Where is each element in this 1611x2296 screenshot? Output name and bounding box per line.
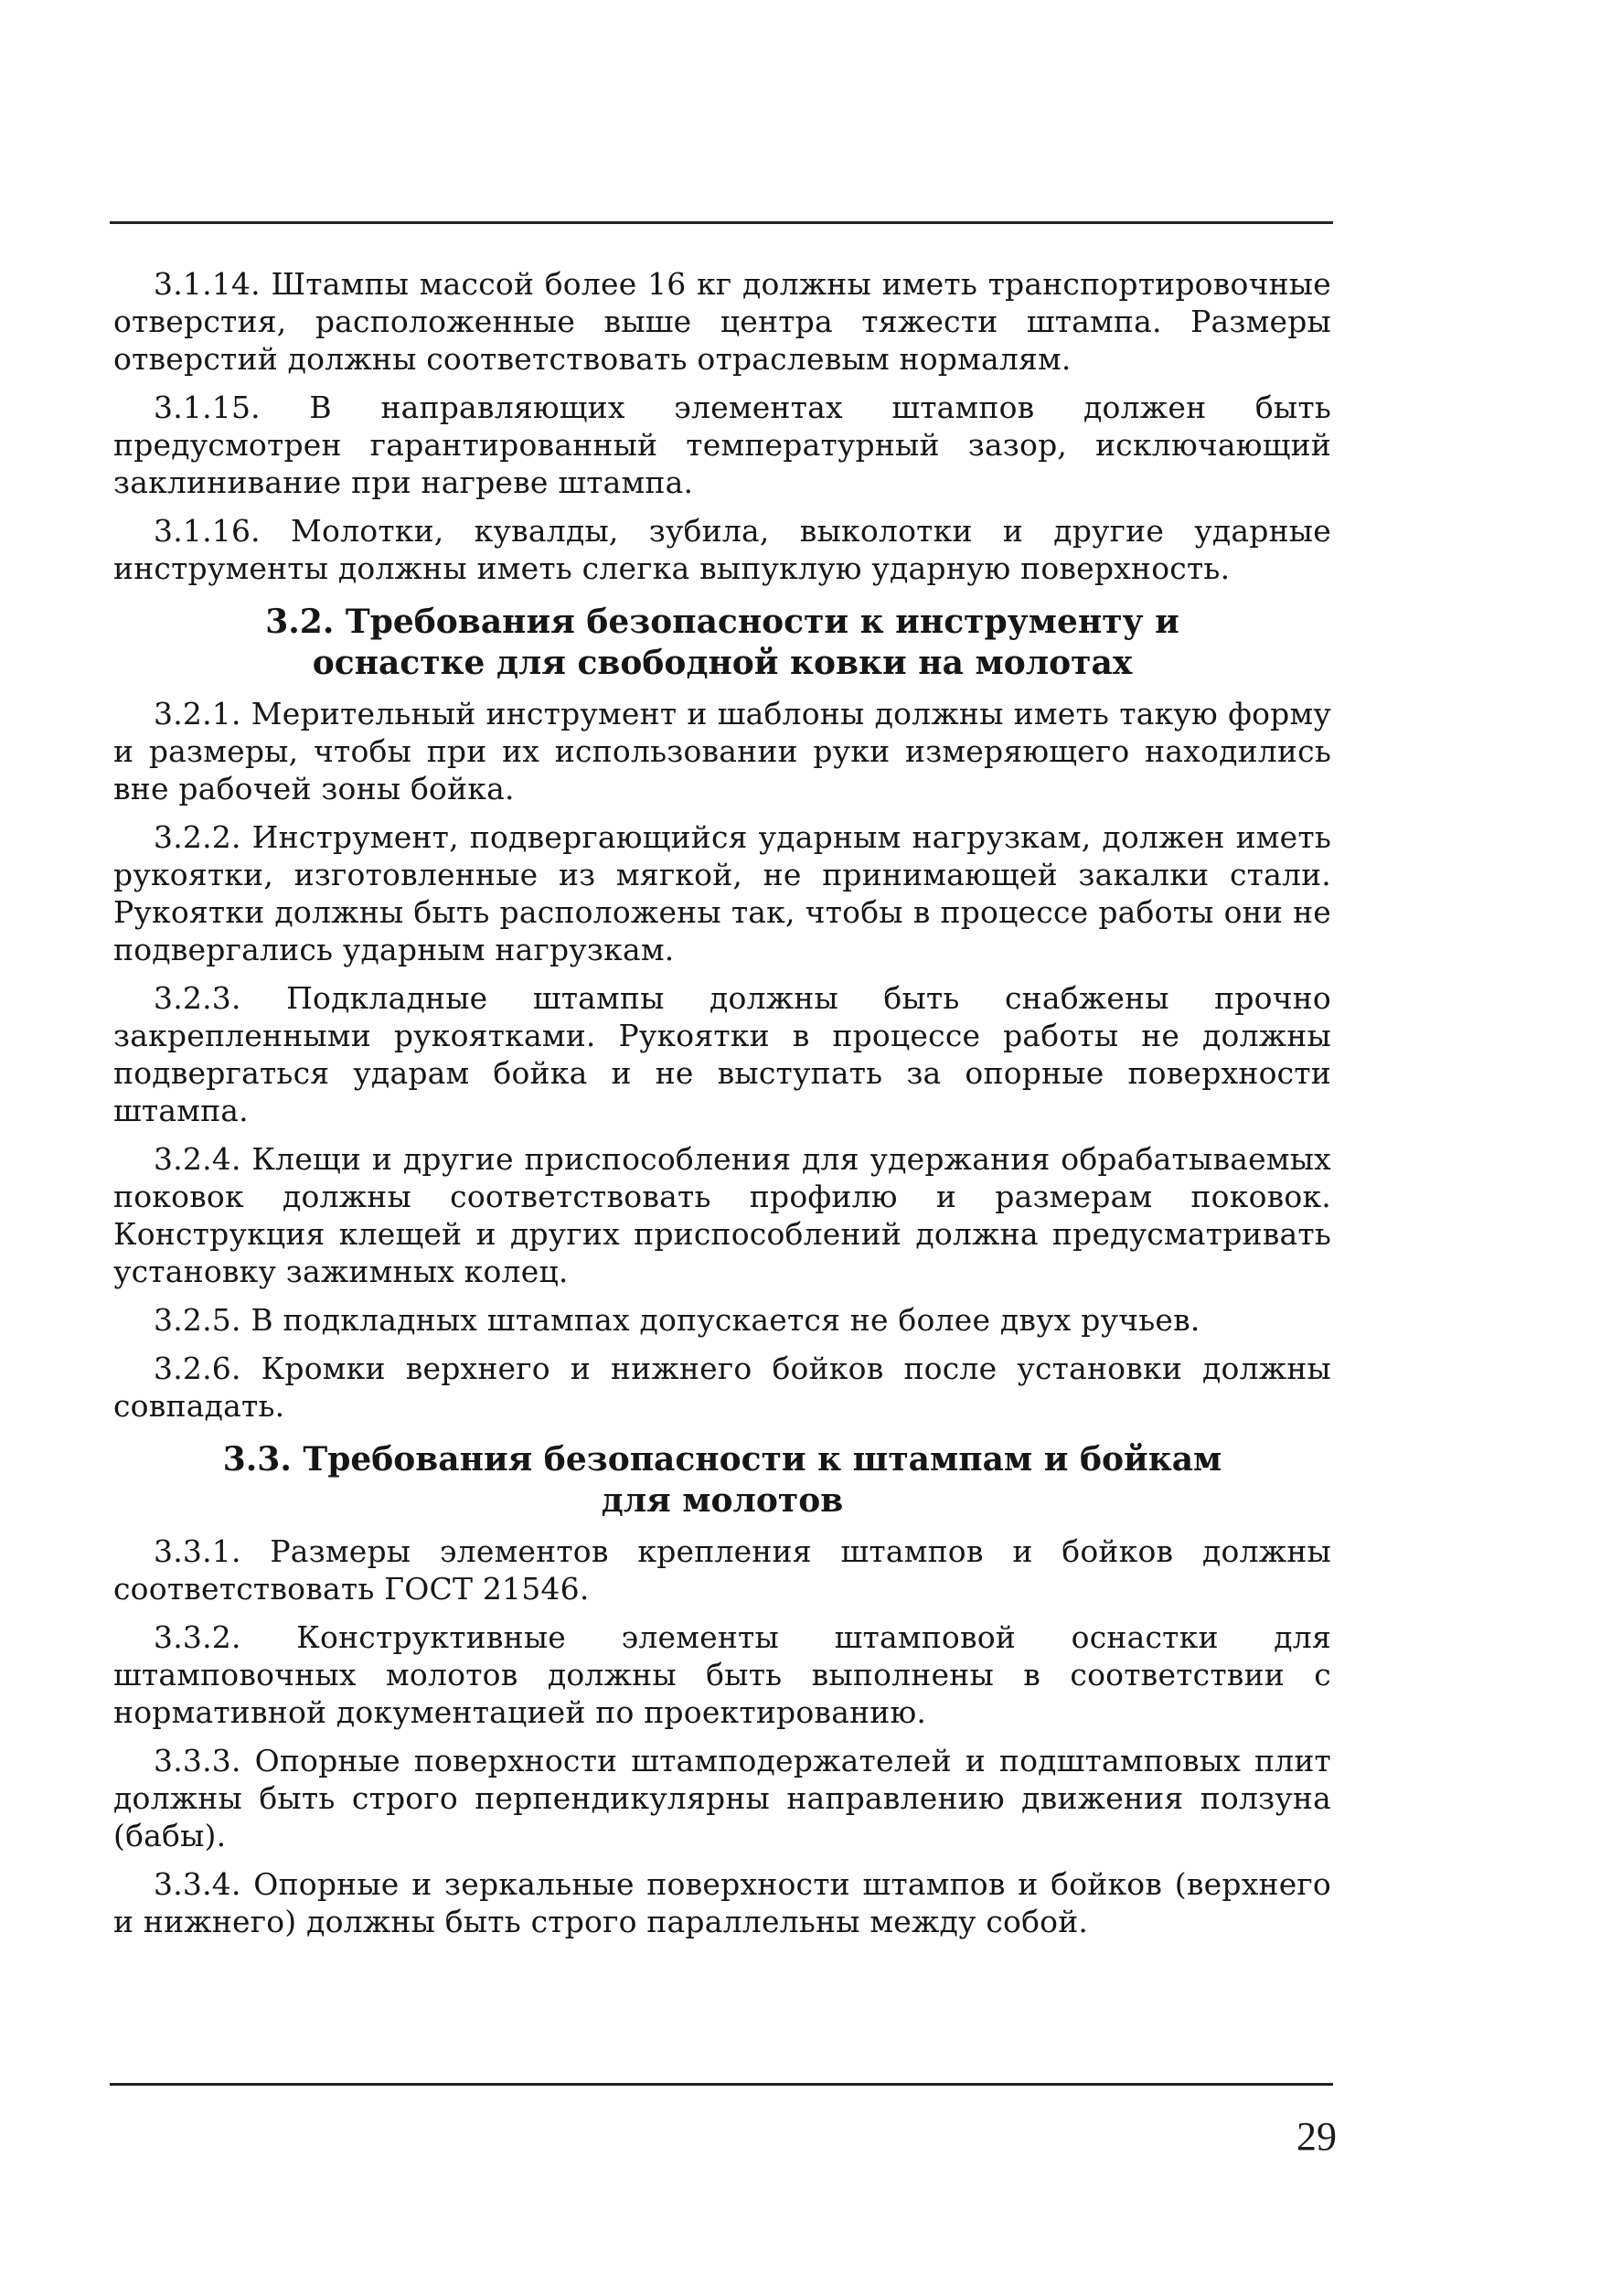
paragraph-3-2-3: 3.2.3. Подкладные штампы должны быть снабжены прочно закрепленными рукоятками. Рукоятки в процессе работы не должны подвергаться ударам бойка и не выступать за опорные поверхности штампа. (113, 980, 1331, 1128)
paragraph-3-2-1: 3.2.1. Мерительный инструмент и шаблоны должны иметь такую форму и размеры, чтобы при их использовании руки измеряющего находились вне рабочей зоны бойка. (113, 696, 1331, 806)
paragraph-3-2-5: 3.2.5. В подкладных штампах допускается не более двух ручьев. (154, 1302, 1200, 1338)
paragraph-3-2-6: 3.2.6. Кромки верхнего и нижнего бойков после установки должны совпадать. (113, 1351, 1331, 1424)
page-number: 29 (1296, 2114, 1337, 2159)
section-heading-3-3 (113, 1439, 1331, 1522)
paragraph-3-3-3: 3.3.3. Опорные поверхности штамподержателей и подштамповых плит должны быть строго перпендикулярны направлению движения ползуна (бабы). (113, 1743, 1331, 1853)
paragraph-3-2-4: 3.2.4. Клещи и другие приспособления для удержания обрабатываемых поковок должны соответствовать профилю и размерам поковок. Конструкция клещей и других приспособлений должна предусматривать установку зажимных колец. (113, 1141, 1331, 1289)
paragraph-3-2-2: 3.2.2. Инструмент, подвергающийся ударным нагрузкам, должен иметь рукоятки, изготовленные из мягкой, не принимающей закалки стали. Рукоятки должны быть расположены так, чтобы в процессе работы они не подвергались ударным нагрузкам. (113, 819, 1331, 967)
section-heading-3-2 (113, 602, 1331, 684)
paragraph-3-3-2: 3.3.2. Конструктивные элементы штамповой оснастки для штамповочных молотов должны быть выполнены в соответствии с нормативной документацией по проектированию. (113, 1619, 1331, 1730)
paragraph-3-3-4: 3.3.4. Опорные и зеркальные поверхности штампов и бойков (верхнего и нижнего) должны быть строго параллельны между собой. (113, 1866, 1331, 1939)
section-heading-3-2-line-1: 3.2. Требования безопасности к инструменту и (265, 603, 1179, 641)
paragraph-3-3-1: 3.3.1. Размеры элементов крепления штампов и бойков должны соответствовать ГОСТ 21546. (113, 1533, 1331, 1607)
section-heading-3-2-line-2: оснастке для свободной ковки на молотах (312, 644, 1133, 682)
page-body (113, 265, 1331, 1951)
section-heading-3-3-line-1: 3.3. Требования безопасности к штампам и бойкам (222, 1440, 1222, 1479)
paragraph-3-1-15: 3.1.15. В направляющих элементах штампов должен быть предусмотрен гарантированный температурный зазор, исключающий заклинивание при нагреве штампа. (113, 390, 1331, 500)
top-rule (110, 221, 1333, 224)
bottom-rule (110, 2083, 1333, 2086)
paragraph-3-1-16: 3.1.16. Молотки, кувалды, зубила, выколотки и другие ударные инструменты должны иметь слегка выпуклую ударную поверхность. (113, 513, 1331, 586)
paragraph-3-1-14: 3.1.14. Штампы массой более 16 кг должны иметь транспортировочные отверстия, расположенные выше центра тяжести штампа. Размеры отверстий должны соответствовать отраслевым нормалям. (113, 266, 1331, 377)
section-heading-3-3-line-2: для молотов (601, 1481, 844, 1520)
